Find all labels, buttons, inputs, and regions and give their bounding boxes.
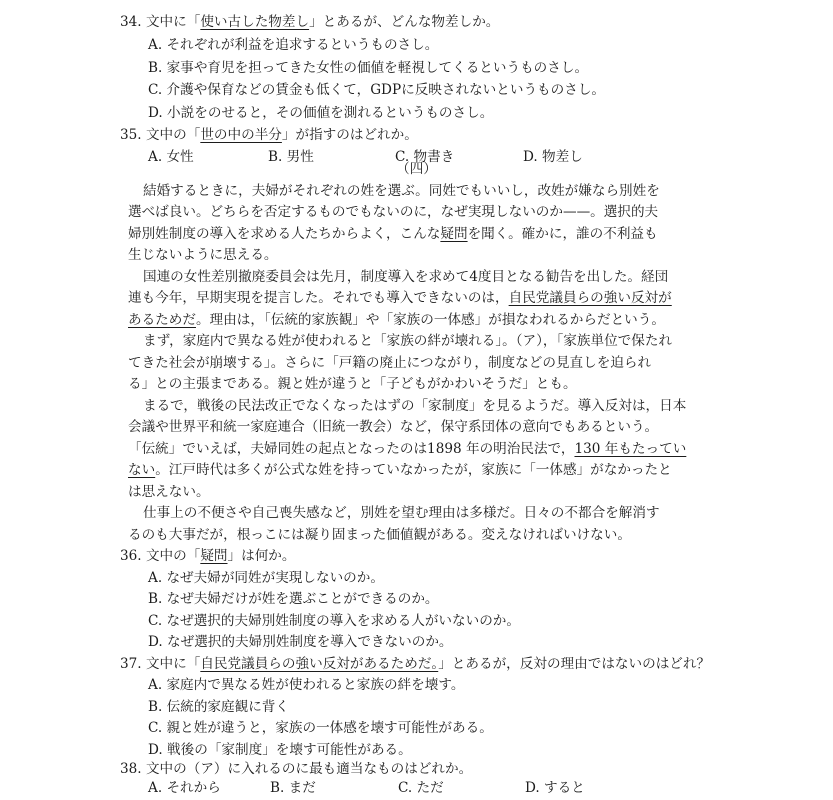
q36-option-b[interactable]: B. なぜ夫婦だけが姓を選ぶことができるのか。	[148, 591, 439, 607]
passage-line: あるためだ。理由は，「伝統的家族観」や「家族の一体感」が損なわれるからだという。	[128, 312, 665, 328]
q38-option-c[interactable]: C. ただ	[398, 780, 444, 796]
passage-line: 国連の女性差別撤廃委員会は先月，制度導入を求めて4度目となる勧告を出した。経団	[143, 269, 669, 285]
q37-option-a[interactable]: A. 家庭内で異なる姓が使われると家族の絆を壊す。	[148, 677, 465, 693]
passage-line: 「伝統」でいえば，夫婦同姓の起点となったのは1898 年の明治民法で，130 年もたってい	[128, 441, 687, 457]
q34-option-a[interactable]: A. それぞれが利益を追求するというものさし。	[148, 37, 439, 53]
q35-stem: 35. 文中の「世の中の半分」が指すのはどれか。	[120, 127, 418, 143]
passage-line: まず，家庭内で異なる姓が使われると「家族の絆が壊れる」。（ア），「家族単位で保たれ	[143, 333, 673, 349]
q37-option-d[interactable]: D. 戦後の「家制度」を壊す可能性がある。	[148, 742, 412, 758]
passage-line: は思えない。	[128, 484, 210, 500]
q37-option-c[interactable]: C. 親と姓が違うと，家族の一体感を壊す可能性がある。	[148, 720, 493, 736]
q36-option-a[interactable]: A. なぜ夫婦が同姓が実現しないのか。	[148, 570, 384, 586]
passage-line: てきた社会が崩壊する」。さらに「戸籍の廃止につながり，制度などの見直しを迫られ	[128, 355, 652, 371]
q35-option-c[interactable]: C. 物書き	[395, 149, 455, 165]
q38-option-b[interactable]: B. まだ	[270, 780, 316, 796]
passage-line: 生じないように思える。	[128, 247, 278, 263]
passage-line: るのも大事だが，根っこには凝り固まった価値観がある。変えなければいけない。	[128, 527, 631, 543]
section-heading: （四）	[396, 161, 437, 177]
passage-line: まるで，戦後の民法改正でなくなったはずの「家制度」を見るようだ。導入反対は，日本	[143, 398, 687, 414]
passage-line: ない。江戸時代は多くが公式な姓を持っていなかったが，家族に「一体感」がなかったと	[128, 462, 672, 478]
q35-option-b[interactable]: B. 男性	[268, 149, 314, 165]
passage-line: 仕事上の不便さや自己喪失感など，別姓を望む理由は多様だ。日々の不都合を解消す	[143, 505, 660, 521]
q36-option-d[interactable]: D. なぜ選択的夫婦別姓制度を導入できないのか。	[148, 634, 453, 650]
passage-line: 結婚するときに，夫婦がそれぞれの姓を選ぶ。同姓でもいいし，改姓が嫌なら別姓を	[143, 183, 660, 199]
q37-stem: 37. 文中に「自民党議員らの強い反対があるためだ。」とあるが，反対の理由ではないのはどれ？	[120, 656, 711, 672]
q34-option-d[interactable]: D. 小説をのせると，その価値を測れるというものさし。	[148, 105, 494, 121]
q38-option-d[interactable]: D. すると	[525, 780, 585, 796]
passage-line: 婦別姓制度の導入を求める人たちからよく，こんな疑問を聞く。確かに，誰の不利益も	[128, 226, 658, 242]
q36-stem: 36. 文中の「疑問」は何か。	[120, 548, 296, 564]
q35-option-d[interactable]: D. 物差し	[523, 149, 583, 165]
passage-line: 選べば良い。どちらを否定するものでもないのに，なぜ実現しないのか——。選択的夫	[128, 204, 659, 220]
q35-option-a[interactable]: A. 女性	[148, 149, 194, 165]
q34-option-c[interactable]: C. 介護や保育などの賃金も低くて，GDPに反映されないというものさし。	[148, 82, 606, 98]
q38-option-a[interactable]: A. それから	[148, 780, 221, 796]
q37-option-b[interactable]: B. 伝統的家庭観に背く	[148, 699, 289, 715]
passage-line: る」との主張まである。親と姓が違うと「子どもがかわいそうだ」とも。	[128, 376, 577, 392]
q34-stem: 34. 文中に「使い古した物差し」とあるが、どんな物差しか。	[120, 14, 500, 30]
q36-option-c[interactable]: C. なぜ選択的夫婦別姓制度の導入を求める人がいないのか。	[148, 613, 520, 629]
passage-line: 連も今年，早期実現を提言した。それでも導入できないのは，自民党議員らの強い反対が	[128, 290, 672, 306]
q38-stem: 38. 文中の（ア）に入れるのに最も適当なものはどれか。	[120, 761, 473, 777]
q34-option-b[interactable]: B. 家事や育児を担ってきた女性の価値を軽視してくるというものさし。	[148, 60, 589, 76]
passage-line: 会議や世界平和統一家庭連合（旧統一教会）など，保守系団体の意向でもあるという。	[128, 419, 659, 435]
